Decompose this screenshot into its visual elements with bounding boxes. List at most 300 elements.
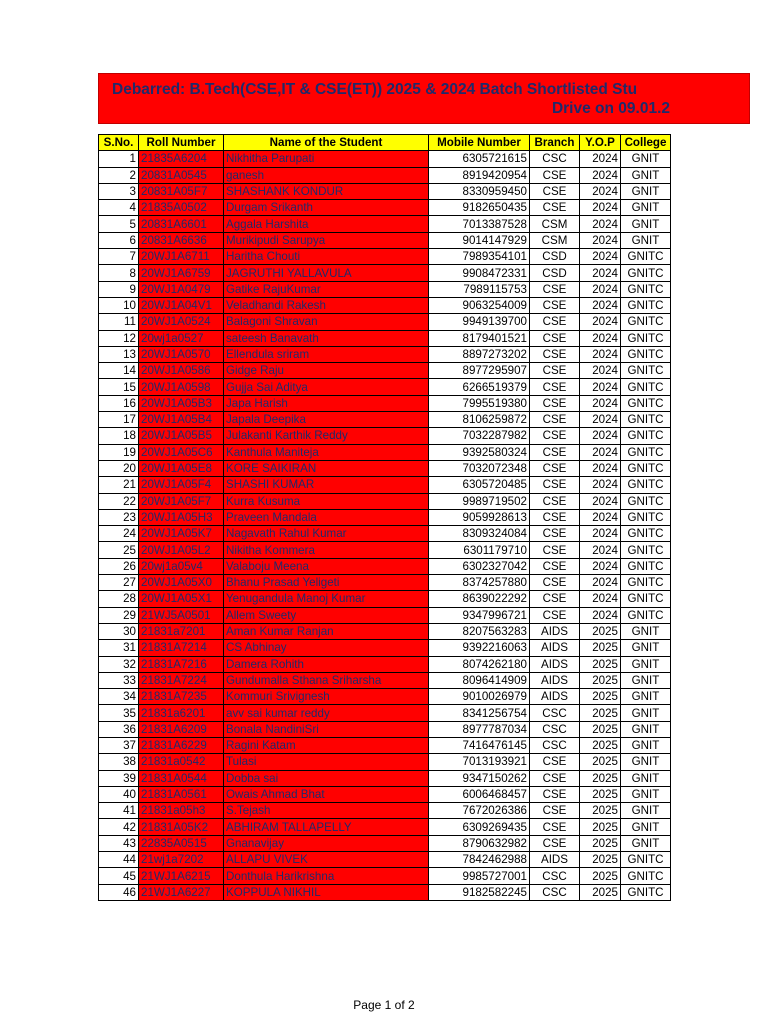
cell-college: GNIT bbox=[621, 786, 671, 802]
cell-mobile-number: 8096414909 bbox=[429, 672, 530, 688]
cell-mobile-number: 8977295907 bbox=[429, 363, 530, 379]
cell-mobile-number: 9392580324 bbox=[429, 444, 530, 460]
table-row bbox=[99, 151, 671, 167]
cell-branch: CSE bbox=[530, 770, 580, 786]
cell-college: GNITC bbox=[621, 412, 671, 428]
cell-roll-number: 21831A0544 bbox=[139, 770, 224, 786]
table-row bbox=[99, 786, 671, 802]
cell-mobile-number: 9908472331 bbox=[429, 265, 530, 281]
cell-roll-number: 21835A6204 bbox=[139, 151, 224, 167]
table-row bbox=[99, 868, 671, 884]
cell-roll-number: 20WJ1A05C6 bbox=[139, 444, 224, 460]
cell-sno: 25 bbox=[99, 542, 139, 558]
table-row bbox=[99, 542, 671, 558]
cell-student-name: ganesh bbox=[224, 167, 429, 183]
cell-yop: 2024 bbox=[580, 509, 621, 525]
cell-roll-number: 21835A0502 bbox=[139, 200, 224, 216]
cell-yop: 2024 bbox=[580, 363, 621, 379]
cell-roll-number: 21831A7224 bbox=[139, 672, 224, 688]
cell-yop: 2025 bbox=[580, 852, 621, 868]
table-row bbox=[99, 672, 671, 688]
cell-sno: 6 bbox=[99, 232, 139, 248]
cell-yop: 2024 bbox=[580, 460, 621, 476]
cell-student-name: Nikitha Kommera bbox=[224, 542, 429, 558]
cell-college: GNIT bbox=[621, 835, 671, 851]
table-header-row bbox=[99, 135, 671, 151]
cell-college: GNITC bbox=[621, 444, 671, 460]
cell-yop: 2024 bbox=[580, 379, 621, 395]
cell-student-name: Murikipudi Sarupya bbox=[224, 232, 429, 248]
table-row bbox=[99, 526, 671, 542]
cell-yop: 2024 bbox=[580, 183, 621, 199]
cell-college: GNIT bbox=[621, 623, 671, 639]
cell-branch: CSE bbox=[530, 542, 580, 558]
cell-college: GNITC bbox=[621, 395, 671, 411]
cell-yop: 2024 bbox=[580, 200, 621, 216]
cell-mobile-number: 8790632982 bbox=[429, 835, 530, 851]
cell-mobile-number: 8374257880 bbox=[429, 575, 530, 591]
table-row bbox=[99, 591, 671, 607]
cell-college: GNIT bbox=[621, 200, 671, 216]
cell-sno: 18 bbox=[99, 428, 139, 444]
cell-roll-number: 20WJ1A05F7 bbox=[139, 493, 224, 509]
col-header-yop: Y.O.P bbox=[580, 135, 621, 151]
cell-sno: 12 bbox=[99, 330, 139, 346]
cell-yop: 2024 bbox=[580, 558, 621, 574]
cell-college: GNITC bbox=[621, 281, 671, 297]
cell-roll-number: 20WJ1A6711 bbox=[139, 249, 224, 265]
cell-yop: 2024 bbox=[580, 575, 621, 591]
cell-college: GNITC bbox=[621, 460, 671, 476]
table-row bbox=[99, 803, 671, 819]
cell-sno: 30 bbox=[99, 623, 139, 639]
cell-student-name: SHASHANK KONDUR bbox=[224, 183, 429, 199]
cell-roll-number: 20WJ1A0598 bbox=[139, 379, 224, 395]
cell-college: GNITC bbox=[621, 542, 671, 558]
cell-sno: 29 bbox=[99, 607, 139, 623]
cell-student-name: Ellendula sriram bbox=[224, 346, 429, 362]
cell-sno: 33 bbox=[99, 672, 139, 688]
title-banner bbox=[98, 73, 750, 124]
cell-mobile-number: 7416476145 bbox=[429, 737, 530, 753]
cell-branch: CSE bbox=[530, 526, 580, 542]
cell-sno: 14 bbox=[99, 363, 139, 379]
cell-roll-number: 20WJ1A05E8 bbox=[139, 460, 224, 476]
cell-student-name: Aggala Harshita bbox=[224, 216, 429, 232]
cell-roll-number: 20WJ1A05F4 bbox=[139, 477, 224, 493]
cell-college: GNITC bbox=[621, 249, 671, 265]
cell-sno: 22 bbox=[99, 493, 139, 509]
cell-roll-number: 22835A0515 bbox=[139, 835, 224, 851]
cell-sno: 31 bbox=[99, 640, 139, 656]
cell-yop: 2024 bbox=[580, 542, 621, 558]
cell-college: GNITC bbox=[621, 493, 671, 509]
table-row bbox=[99, 575, 671, 591]
cell-yop: 2024 bbox=[580, 412, 621, 428]
cell-branch: CSE bbox=[530, 754, 580, 770]
cell-branch: CSE bbox=[530, 819, 580, 835]
table-row bbox=[99, 884, 671, 900]
cell-student-name: Bhanu Prasad Yeligeti bbox=[224, 575, 429, 591]
cell-roll-number: 20wj1a05v4 bbox=[139, 558, 224, 574]
cell-mobile-number: 7013387528 bbox=[429, 216, 530, 232]
cell-sno: 39 bbox=[99, 770, 139, 786]
table-row bbox=[99, 314, 671, 330]
cell-sno: 28 bbox=[99, 591, 139, 607]
cell-roll-number: 21831a05h3 bbox=[139, 803, 224, 819]
cell-yop: 2025 bbox=[580, 884, 621, 900]
cell-branch: CSE bbox=[530, 591, 580, 607]
cell-mobile-number: 8207563283 bbox=[429, 623, 530, 639]
cell-sno: 1 bbox=[99, 151, 139, 167]
cell-roll-number: 20WJ1A05H3 bbox=[139, 509, 224, 525]
cell-student-name: Kommuri Srivignesh bbox=[224, 689, 429, 705]
table-row bbox=[99, 412, 671, 428]
cell-college: GNITC bbox=[621, 868, 671, 884]
cell-branch: CSE bbox=[530, 835, 580, 851]
cell-sno: 21 bbox=[99, 477, 139, 493]
cell-mobile-number: 6006468457 bbox=[429, 786, 530, 802]
cell-yop: 2024 bbox=[580, 607, 621, 623]
cell-yop: 2025 bbox=[580, 737, 621, 753]
cell-mobile-number: 6305721615 bbox=[429, 151, 530, 167]
table-row bbox=[99, 558, 671, 574]
cell-mobile-number: 9347150262 bbox=[429, 770, 530, 786]
cell-mobile-number: 9182650435 bbox=[429, 200, 530, 216]
cell-yop: 2024 bbox=[580, 167, 621, 183]
cell-mobile-number: 6301179710 bbox=[429, 542, 530, 558]
title-line-2: Drive on 09.01.2 bbox=[551, 100, 670, 117]
cell-roll-number: 20WJ1A04V1 bbox=[139, 297, 224, 313]
table-row bbox=[99, 216, 671, 232]
cell-roll-number: 20831A0545 bbox=[139, 167, 224, 183]
table-row bbox=[99, 770, 671, 786]
table-row bbox=[99, 509, 671, 525]
table-row bbox=[99, 200, 671, 216]
cell-branch: CSD bbox=[530, 265, 580, 281]
cell-student-name: Veladhandi Rakesh bbox=[224, 297, 429, 313]
cell-yop: 2025 bbox=[580, 689, 621, 705]
cell-mobile-number: 7995519380 bbox=[429, 395, 530, 411]
cell-sno: 41 bbox=[99, 803, 139, 819]
cell-roll-number: 21831A6229 bbox=[139, 737, 224, 753]
cell-college: GNITC bbox=[621, 509, 671, 525]
cell-yop: 2025 bbox=[580, 721, 621, 737]
cell-student-name: Allem Sweety bbox=[224, 607, 429, 623]
col-header-roll-number: Roll Number bbox=[139, 135, 224, 151]
cell-college: GNITC bbox=[621, 379, 671, 395]
cell-roll-number: 21831a6201 bbox=[139, 705, 224, 721]
table-row bbox=[99, 183, 671, 199]
cell-sno: 27 bbox=[99, 575, 139, 591]
cell-student-name: KORE SAIKIRAN bbox=[224, 460, 429, 476]
cell-student-name: Dobba sai bbox=[224, 770, 429, 786]
cell-roll-number: 21831a7201 bbox=[139, 623, 224, 639]
cell-student-name: Gujja Sai Aditya bbox=[224, 379, 429, 395]
cell-college: GNIT bbox=[621, 689, 671, 705]
cell-branch: CSE bbox=[530, 493, 580, 509]
cell-roll-number: 20WJ1A0479 bbox=[139, 281, 224, 297]
cell-college: GNITC bbox=[621, 428, 671, 444]
cell-student-name: Kurra Kusuma bbox=[224, 493, 429, 509]
cell-sno: 44 bbox=[99, 852, 139, 868]
cell-roll-number: 20wj1a0527 bbox=[139, 330, 224, 346]
cell-sno: 46 bbox=[99, 884, 139, 900]
cell-yop: 2025 bbox=[580, 770, 621, 786]
cell-sno: 20 bbox=[99, 460, 139, 476]
cell-roll-number: 21WJ1A6227 bbox=[139, 884, 224, 900]
cell-sno: 17 bbox=[99, 412, 139, 428]
cell-sno: 26 bbox=[99, 558, 139, 574]
cell-sno: 3 bbox=[99, 183, 139, 199]
table-row bbox=[99, 852, 671, 868]
cell-college: GNITC bbox=[621, 884, 671, 900]
cell-student-name: Durgam Srikanth bbox=[224, 200, 429, 216]
cell-branch: CSE bbox=[530, 786, 580, 802]
cell-mobile-number: 8897273202 bbox=[429, 346, 530, 362]
cell-college: GNITC bbox=[621, 297, 671, 313]
table-row bbox=[99, 346, 671, 362]
cell-student-name: Damera Rohith bbox=[224, 656, 429, 672]
cell-college: GNITC bbox=[621, 346, 671, 362]
cell-mobile-number: 9059928613 bbox=[429, 509, 530, 525]
cell-mobile-number: 8074262180 bbox=[429, 656, 530, 672]
cell-yop: 2025 bbox=[580, 868, 621, 884]
cell-branch: CSE bbox=[530, 412, 580, 428]
table-row bbox=[99, 607, 671, 623]
cell-sno: 9 bbox=[99, 281, 139, 297]
table-row bbox=[99, 379, 671, 395]
cell-roll-number: 21WJ5A0501 bbox=[139, 607, 224, 623]
cell-roll-number: 20WJ1A05B4 bbox=[139, 412, 224, 428]
table-row bbox=[99, 395, 671, 411]
table-row bbox=[99, 477, 671, 493]
cell-branch: CSE bbox=[530, 200, 580, 216]
cell-branch: AIDS bbox=[530, 689, 580, 705]
cell-mobile-number: 8179401521 bbox=[429, 330, 530, 346]
table-row bbox=[99, 330, 671, 346]
cell-yop: 2025 bbox=[580, 819, 621, 835]
cell-roll-number: 20WJ1A0586 bbox=[139, 363, 224, 379]
cell-sno: 45 bbox=[99, 868, 139, 884]
cell-roll-number: 21wj1a7202 bbox=[139, 852, 224, 868]
cell-branch: CSE bbox=[530, 395, 580, 411]
cell-sno: 5 bbox=[99, 216, 139, 232]
cell-student-name: S.Tejash bbox=[224, 803, 429, 819]
cell-student-name: SHASHI KUMAR bbox=[224, 477, 429, 493]
cell-student-name: Gatike RajuKumar bbox=[224, 281, 429, 297]
cell-branch: CSE bbox=[530, 330, 580, 346]
cell-branch: CSC bbox=[530, 884, 580, 900]
cell-yop: 2025 bbox=[580, 803, 621, 819]
table-row bbox=[99, 656, 671, 672]
cell-college: GNIT bbox=[621, 167, 671, 183]
cell-yop: 2024 bbox=[580, 395, 621, 411]
table-row bbox=[99, 428, 671, 444]
cell-yop: 2024 bbox=[580, 297, 621, 313]
table-row bbox=[99, 819, 671, 835]
table-row bbox=[99, 363, 671, 379]
table-row bbox=[99, 493, 671, 509]
cell-roll-number: 21831A6209 bbox=[139, 721, 224, 737]
cell-sno: 23 bbox=[99, 509, 139, 525]
cell-student-name: Julakanti Karthik Reddy bbox=[224, 428, 429, 444]
cell-college: GNITC bbox=[621, 477, 671, 493]
table-row bbox=[99, 640, 671, 656]
cell-mobile-number: 7989115753 bbox=[429, 281, 530, 297]
cell-sno: 40 bbox=[99, 786, 139, 802]
cell-college: GNITC bbox=[621, 526, 671, 542]
cell-sno: 36 bbox=[99, 721, 139, 737]
table-row bbox=[99, 754, 671, 770]
cell-yop: 2025 bbox=[580, 835, 621, 851]
cell-roll-number: 20WJ1A05B5 bbox=[139, 428, 224, 444]
cell-mobile-number: 6302327042 bbox=[429, 558, 530, 574]
cell-roll-number: 21831A7216 bbox=[139, 656, 224, 672]
cell-roll-number: 21831A05K2 bbox=[139, 819, 224, 835]
cell-student-name: CS Abhinay bbox=[224, 640, 429, 656]
cell-branch: CSE bbox=[530, 297, 580, 313]
col-header-student-name: Name of the Student bbox=[224, 135, 429, 151]
cell-college: GNITC bbox=[621, 591, 671, 607]
cell-roll-number: 20WJ1A6759 bbox=[139, 265, 224, 281]
cell-branch: CSE bbox=[530, 509, 580, 525]
cell-branch: CSE bbox=[530, 183, 580, 199]
cell-yop: 2024 bbox=[580, 151, 621, 167]
cell-student-name: Yenugandula Manoj Kumar bbox=[224, 591, 429, 607]
cell-branch: CSC bbox=[530, 151, 580, 167]
cell-student-name: KOPPULA NIKHIL bbox=[224, 884, 429, 900]
cell-branch: CSC bbox=[530, 721, 580, 737]
cell-sno: 38 bbox=[99, 754, 139, 770]
table-row bbox=[99, 232, 671, 248]
table-row bbox=[99, 737, 671, 753]
cell-college: GNIT bbox=[621, 803, 671, 819]
title-line-1: Debarred: B.Tech(CSE,IT & CSE(ET)) 2025 & 2024 Batch Shortlisted Stu bbox=[112, 81, 638, 98]
cell-college: GNITC bbox=[621, 265, 671, 281]
col-header-branch: Branch bbox=[530, 135, 580, 151]
cell-yop: 2024 bbox=[580, 428, 621, 444]
cell-student-name: Aman Kumar Ranjan bbox=[224, 623, 429, 639]
cell-branch: AIDS bbox=[530, 640, 580, 656]
cell-sno: 2 bbox=[99, 167, 139, 183]
col-header-sno: S.No. bbox=[99, 135, 139, 151]
cell-mobile-number: 8330959450 bbox=[429, 183, 530, 199]
cell-yop: 2024 bbox=[580, 249, 621, 265]
cell-college: GNITC bbox=[621, 558, 671, 574]
cell-sno: 4 bbox=[99, 200, 139, 216]
cell-student-name: Tulasi bbox=[224, 754, 429, 770]
cell-yop: 2025 bbox=[580, 672, 621, 688]
cell-mobile-number: 9014147929 bbox=[429, 232, 530, 248]
cell-yop: 2024 bbox=[580, 330, 621, 346]
cell-student-name: Gundumalla Sthana Sriharsha bbox=[224, 672, 429, 688]
cell-college: GNIT bbox=[621, 721, 671, 737]
cell-roll-number: 20WJ1A05X0 bbox=[139, 575, 224, 591]
cell-roll-number: 20WJ1A0570 bbox=[139, 346, 224, 362]
table-body bbox=[99, 151, 671, 901]
cell-roll-number: 20WJ1A05K7 bbox=[139, 526, 224, 542]
cell-yop: 2025 bbox=[580, 786, 621, 802]
cell-branch: CSE bbox=[530, 379, 580, 395]
cell-branch: CSE bbox=[530, 558, 580, 574]
cell-branch: CSE bbox=[530, 803, 580, 819]
cell-branch: AIDS bbox=[530, 672, 580, 688]
cell-mobile-number: 8341256754 bbox=[429, 705, 530, 721]
cell-college: GNIT bbox=[621, 770, 671, 786]
cell-student-name: ABHIRAM TALLAPELLY bbox=[224, 819, 429, 835]
cell-college: GNIT bbox=[621, 672, 671, 688]
cell-branch: AIDS bbox=[530, 623, 580, 639]
cell-yop: 2024 bbox=[580, 477, 621, 493]
cell-mobile-number: 9063254009 bbox=[429, 297, 530, 313]
cell-college: GNITC bbox=[621, 852, 671, 868]
cell-sno: 34 bbox=[99, 689, 139, 705]
cell-mobile-number: 9182582245 bbox=[429, 884, 530, 900]
cell-yop: 2024 bbox=[580, 265, 621, 281]
cell-branch: CSD bbox=[530, 249, 580, 265]
cell-college: GNIT bbox=[621, 216, 671, 232]
cell-yop: 2024 bbox=[580, 281, 621, 297]
cell-branch: CSC bbox=[530, 737, 580, 753]
table-row bbox=[99, 460, 671, 476]
table-row bbox=[99, 265, 671, 281]
cell-college: GNITC bbox=[621, 607, 671, 623]
cell-sno: 11 bbox=[99, 314, 139, 330]
cell-sno: 37 bbox=[99, 737, 139, 753]
cell-college: GNIT bbox=[621, 232, 671, 248]
cell-college: GNIT bbox=[621, 705, 671, 721]
cell-roll-number: 20WJ1A0524 bbox=[139, 314, 224, 330]
col-header-college: College bbox=[621, 135, 671, 151]
cell-branch: CSE bbox=[530, 167, 580, 183]
cell-roll-number: 20WJ1A05B3 bbox=[139, 395, 224, 411]
cell-branch: CSE bbox=[530, 363, 580, 379]
cell-mobile-number: 6309269435 bbox=[429, 819, 530, 835]
cell-student-name: Balagoni Shravan bbox=[224, 314, 429, 330]
cell-student-name: Kanthula Maniteja bbox=[224, 444, 429, 460]
cell-sno: 7 bbox=[99, 249, 139, 265]
shortlist-table bbox=[98, 134, 671, 901]
cell-mobile-number: 8639022292 bbox=[429, 591, 530, 607]
cell-student-name: ALLAPU VIVEK bbox=[224, 852, 429, 868]
cell-roll-number: 20831A6601 bbox=[139, 216, 224, 232]
cell-college: GNIT bbox=[621, 151, 671, 167]
cell-mobile-number: 9392216063 bbox=[429, 640, 530, 656]
cell-branch: CSE bbox=[530, 607, 580, 623]
cell-branch: CSE bbox=[530, 346, 580, 362]
cell-student-name: Ragini Katam bbox=[224, 737, 429, 753]
cell-mobile-number: 7013193921 bbox=[429, 754, 530, 770]
cell-yop: 2024 bbox=[580, 216, 621, 232]
cell-sno: 8 bbox=[99, 265, 139, 281]
cell-sno: 24 bbox=[99, 526, 139, 542]
cell-student-name: Donthula Harikrishna bbox=[224, 868, 429, 884]
cell-mobile-number: 9989719502 bbox=[429, 493, 530, 509]
cell-student-name: Owais Ahmad Bhat bbox=[224, 786, 429, 802]
cell-college: GNIT bbox=[621, 819, 671, 835]
table-row bbox=[99, 281, 671, 297]
cell-mobile-number: 7989354101 bbox=[429, 249, 530, 265]
cell-branch: CSE bbox=[530, 460, 580, 476]
cell-roll-number: 21831a0542 bbox=[139, 754, 224, 770]
cell-branch: CSC bbox=[530, 705, 580, 721]
cell-branch: CSC bbox=[530, 868, 580, 884]
cell-mobile-number: 9949139700 bbox=[429, 314, 530, 330]
cell-student-name: Haritha Chouti bbox=[224, 249, 429, 265]
cell-sno: 43 bbox=[99, 835, 139, 851]
cell-student-name: sateesh Banavath bbox=[224, 330, 429, 346]
